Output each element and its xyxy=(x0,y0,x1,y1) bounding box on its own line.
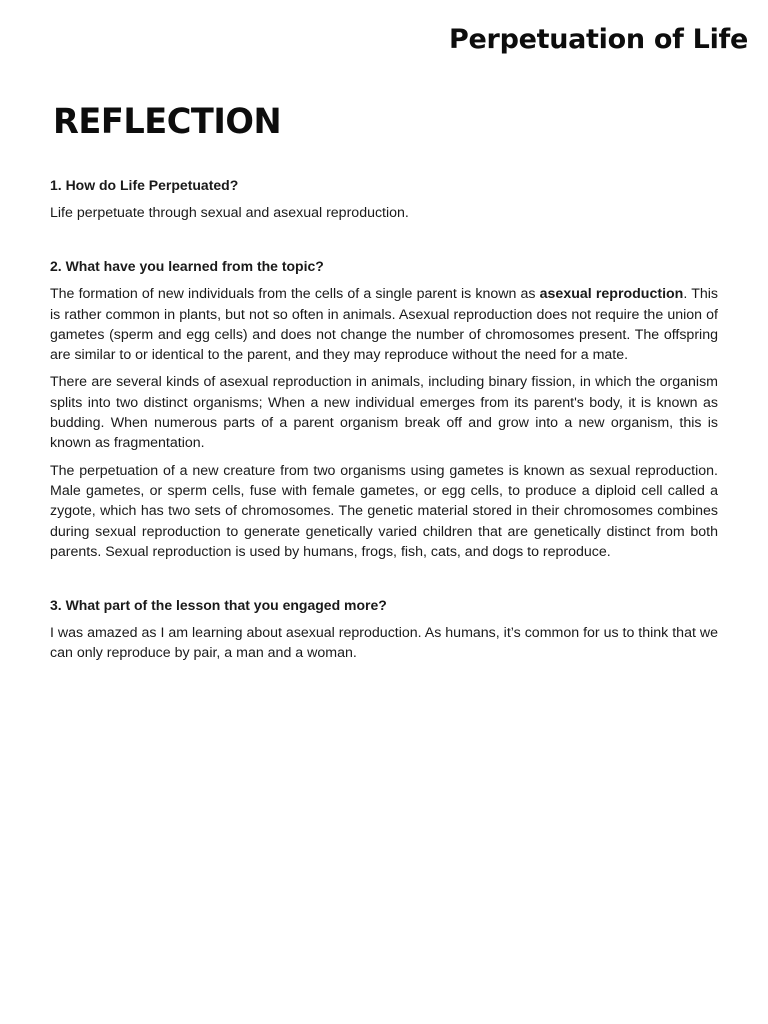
question-2: 2. What have you learned from the topic? xyxy=(50,258,324,275)
answer-1: Life perpetuate through sexual and asexual reproduction. xyxy=(50,205,409,221)
document-title: Perpetuation of Life xyxy=(449,24,748,55)
question-3: 3. What part of the lesson that you engaged more? xyxy=(50,597,387,614)
answer-2-bold-term: asexual reproduction xyxy=(539,286,684,303)
section-heading: REFLECTION xyxy=(53,102,282,142)
reflection-content xyxy=(50,175,718,664)
answer-2-paragraph-2: There are several kinds of asexual reproduction in animals, including binary fission, in which the organism splits into two distinct organisms; When a new individual emerges from its parent's body, it is known as budding. When numerous parts of a parent organism break off and grow into a new organism, this is known as fragmentation. xyxy=(50,374,718,452)
answer-2-paragraph-3: The perpetuation of a new creature from two organisms using gametes is known as sexual reproduction. Male gametes, or sperm cells, fuse with female gametes, or egg cells, to produce a diploid cell called a zygote, which has two sets of chromosomes. The genetic material stored in their chromosomes combines during sexual reproduction to generate genetically varied children that are genetically distinct from both parents. Sexual reproduction is used by humans, frogs, fish, cats, and dogs to reproduce. xyxy=(50,462,718,560)
answer-2-text-start: The formation of new individuals from the cells of a single parent is known as xyxy=(50,286,536,303)
answer-2-text-end: . This is rather common in plants, but not so often in animals. Asexual reproduction does not require the union of gametes (sperm and egg cells) and does not change the number of chromosomes present. The offspring are similar to or identical to the parent, and they may reproduce without the need for a mate. xyxy=(50,286,718,364)
answer-2-paragraph-1 xyxy=(50,284,718,365)
answer-3: I was amazed as I am learning about asexual reproduction. As humans, it’s common for us to think that we can only reproduce by pair, a man and a woman. xyxy=(50,625,718,662)
question-1: 1. How do Life Perpetuated? xyxy=(50,177,239,193)
